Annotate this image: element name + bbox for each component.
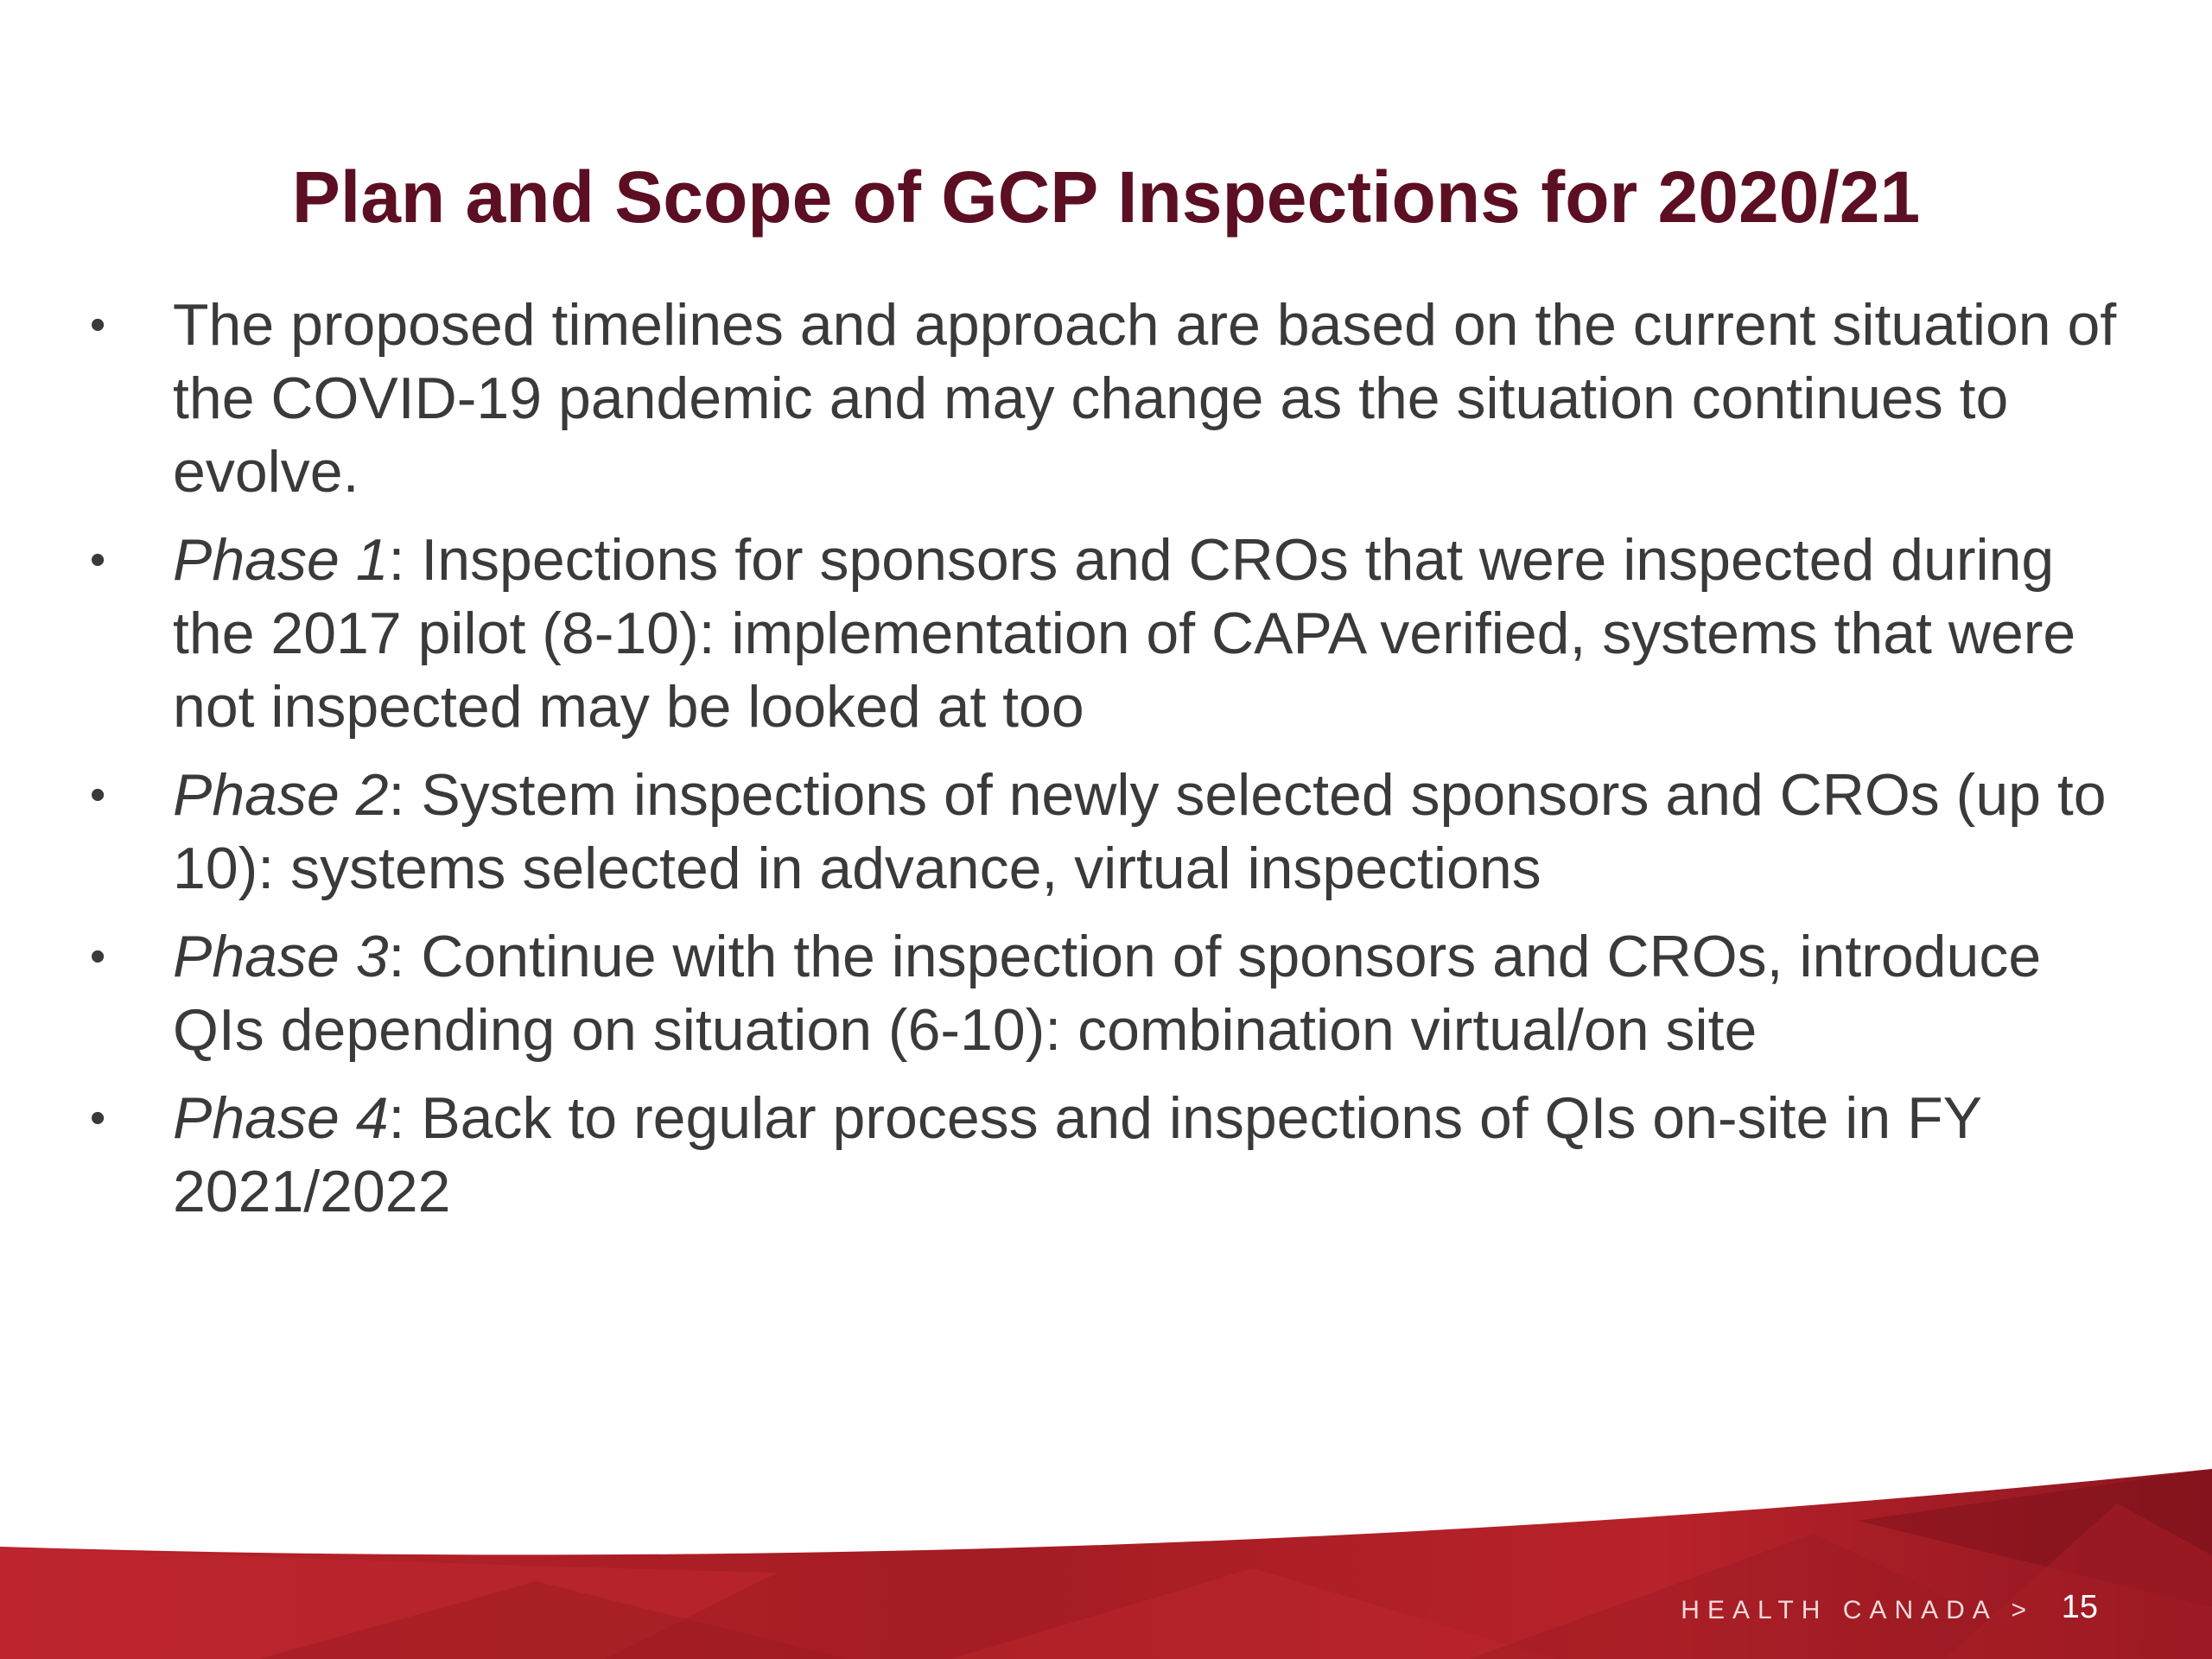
phase-label: Phase 2 [173, 762, 389, 828]
bullet-item [86, 920, 2143, 1067]
bullet-text: : Inspections for sponsors and CROs that were inspected during the 2017 pilot (8-10): implementation of CAPA verified, systems that were not inspected may be looked at too [173, 527, 2076, 740]
bullet-dot-icon: • [90, 770, 106, 820]
bullet-dot-icon: • [90, 931, 106, 982]
footer-organization: HEALTH CANADA > [1681, 1596, 2034, 1624]
bullet-item [86, 1082, 2143, 1229]
phase-label: Phase 3 [173, 924, 389, 989]
phase-label: Phase 4 [173, 1085, 389, 1151]
bullet-dot-icon: • [90, 535, 106, 585]
bullet-text: : Continue with the inspection of sponsors and CROs, introduce QIs depending on situation (6-10): combination virtual/on site [173, 924, 2042, 1063]
slide-title: Plan and Scope of GCP Inspections for 2020/21 [291, 156, 1921, 238]
bullet-item [86, 289, 2143, 509]
bullet-dot-icon: • [90, 1093, 106, 1143]
bullet-item [86, 524, 2143, 744]
bullet-text: The proposed timelines and approach are based on the current situation of the COVID-19 pandemic and may change as the situation continues to evolve. [173, 292, 2117, 505]
bullet-item [86, 759, 2143, 906]
bullet-list [86, 289, 2143, 1243]
bullet-text: : System inspections of newly selected sponsors and CROs (up to 10): systems selected in advance, virtual inspections [173, 762, 2107, 901]
footer-band [0, 1452, 2212, 1659]
bullet-dot-icon: • [90, 300, 106, 350]
phase-label: Phase 1 [173, 527, 389, 593]
bullet-text: : Back to regular process and inspections of QIs on-site in FY 2021/2022 [173, 1085, 1981, 1224]
page-number: 15 [2061, 1589, 2098, 1625]
